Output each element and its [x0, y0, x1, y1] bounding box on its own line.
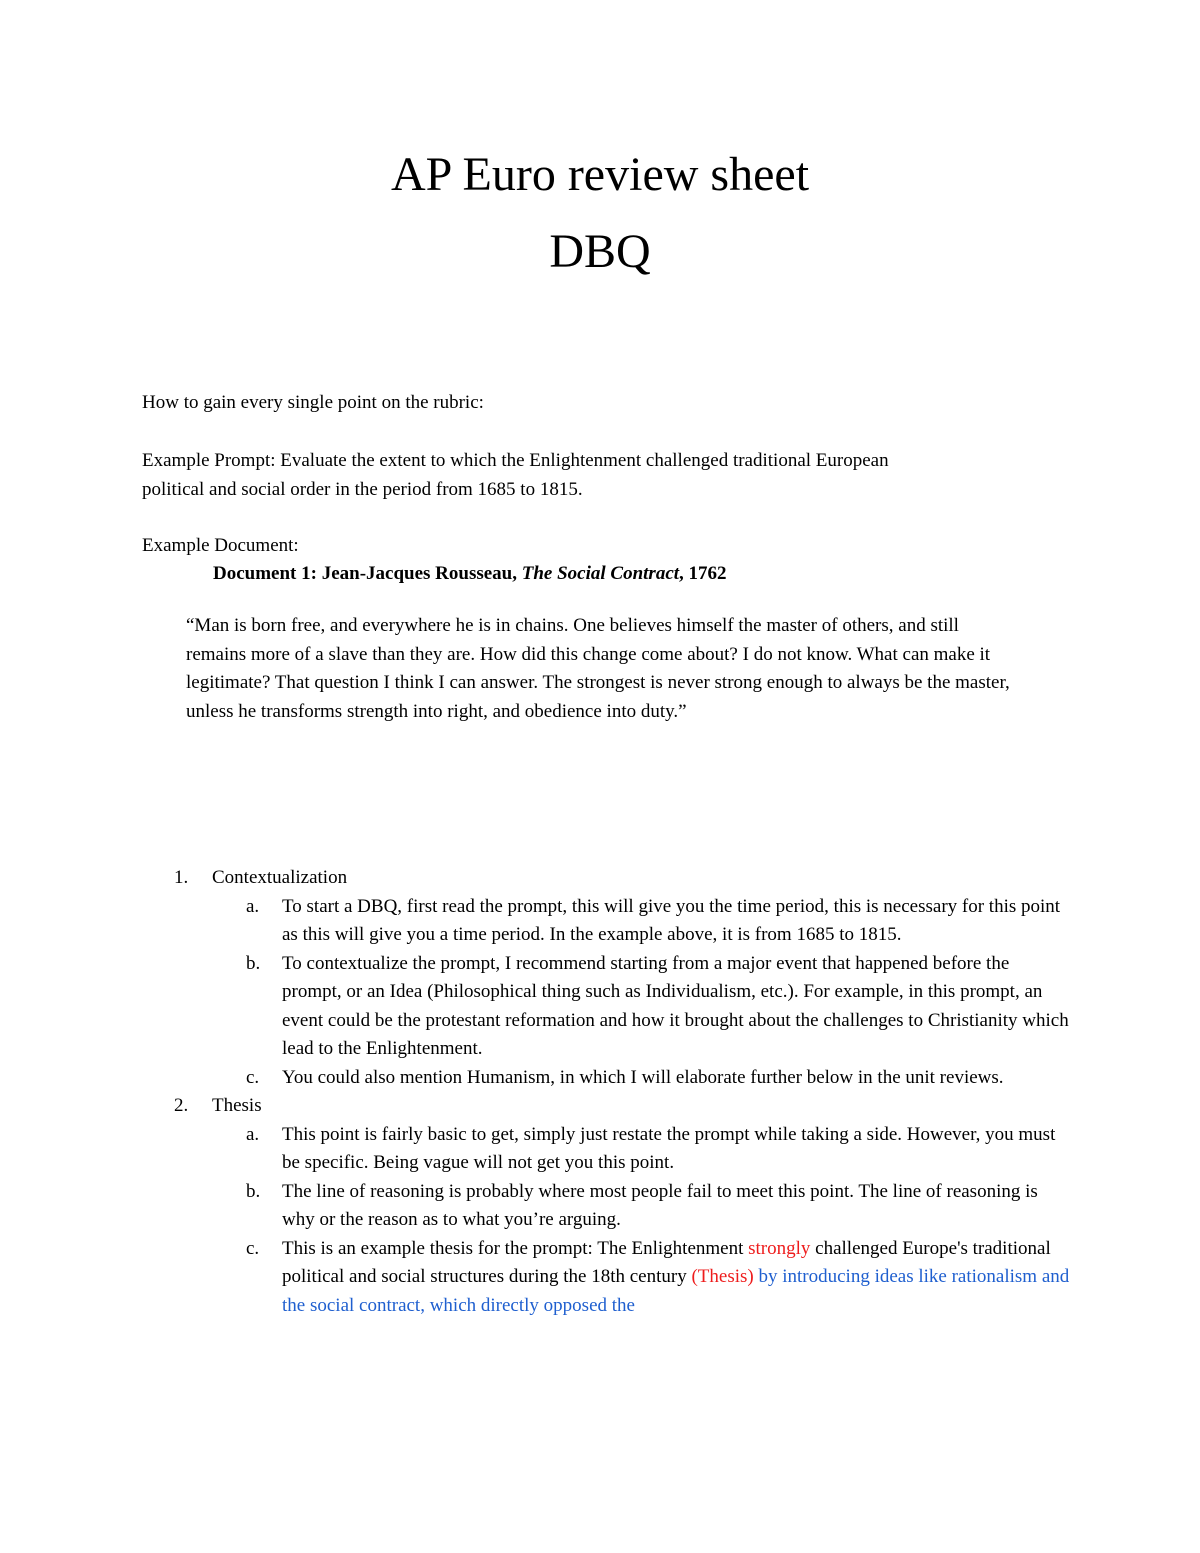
sub-item — [0, 1064, 1072, 1093]
document-heading — [213, 560, 727, 588]
thesis-part-2: challenged Europe's traditional political and social structures during the 18th century — [282, 1237, 1051, 1287]
example-thesis-text — [282, 1235, 1072, 1321]
sub-item — [0, 1178, 1072, 1235]
list-item-thesis — [0, 1092, 1072, 1320]
example-document-label: Example Document: — [142, 535, 299, 556]
thesis-part-1: This is an example thesis for the prompt: The Enlightenment — [282, 1237, 749, 1259]
sub-item — [0, 950, 1072, 1064]
sub-text: To start a DBQ, first read the prompt, this will give you the time period, this is necessary for this point as this will give you a time period. In the example above, it is from 1685 to 1815. — [282, 895, 1061, 945]
list-label: Contextualization — [212, 867, 348, 888]
list-label: Thesis — [212, 1095, 262, 1116]
sub-letter: a. — [246, 1123, 260, 1145]
document-heading-prefix: Document 1: Jean-Jacques Rousseau, — [213, 563, 522, 584]
prompt-line-2: political and social order in the period from 1685 to 1815. — [142, 479, 583, 500]
sub-letter: a. — [246, 895, 260, 917]
prompt-line-1: Example Prompt: Evaluate the extent to which the Enlightenment challenged traditional European — [142, 450, 889, 471]
sub-text: This point is fairly basic to get, simply just restate the prompt while taking a side. However, you must be specific. Being vague will not get you this point. — [282, 1123, 1056, 1173]
thesis-line-of-reasoning: by introducing ideas like rationalism and the social contract, which directly opposed the — [282, 1266, 1070, 1316]
rubric-list — [0, 864, 1072, 1320]
sub-text: You could also mention Humanism, in which I will elaborate further below in the unit reviews. — [282, 1066, 1004, 1088]
list-number: 2. — [174, 1095, 189, 1116]
sub-letter: c. — [246, 1237, 260, 1259]
sub-item — [0, 893, 1072, 950]
page-subtitle: DBQ — [549, 225, 651, 278]
sub-item-example-thesis — [0, 1235, 1072, 1321]
sub-letter: b. — [246, 1180, 261, 1202]
thesis-highlight-label: (Thesis) — [691, 1266, 754, 1287]
document-quote: “Man is born free, and everywhere he is in chains. One believes himself the master of others, and still remains more of a slave than they are. How did this change come about? I do not know. What can make it legitimate? That question I think I can answer. The strongest is never strong enough to always be the master, unless he transforms strength into right, and obedience into duty.” — [186, 615, 1010, 722]
intro-line: How to gain every single point on the rubric: — [142, 392, 484, 413]
document-heading-title: The Social Contract — [521, 563, 680, 584]
sub-text: To contextualize the prompt, I recommend starting from a major event that happened before the prompt, or an Idea (Philosophical thing such as Individualism, etc.). For example, in this prompt, an event could be the protestant reformation and how it brought about the challenges to Christianity which lead to the Enlightenment. — [282, 952, 1069, 1059]
thesis-highlight-strongly: strongly — [748, 1237, 811, 1259]
sub-item — [0, 1121, 1072, 1178]
list-item-contextualization — [0, 864, 1072, 1092]
sub-letter: b. — [246, 952, 261, 974]
sub-text: The line of reasoning is probably where most people fail to meet this point. The line of reasoning is why or the reason as to what you’re arguing. — [282, 1180, 1038, 1230]
document-heading-suffix: , 1762 — [679, 563, 727, 584]
page-title: AP Euro review sheet — [390, 148, 810, 201]
list-number: 1. — [174, 867, 189, 888]
sub-letter: c. — [246, 1066, 260, 1088]
